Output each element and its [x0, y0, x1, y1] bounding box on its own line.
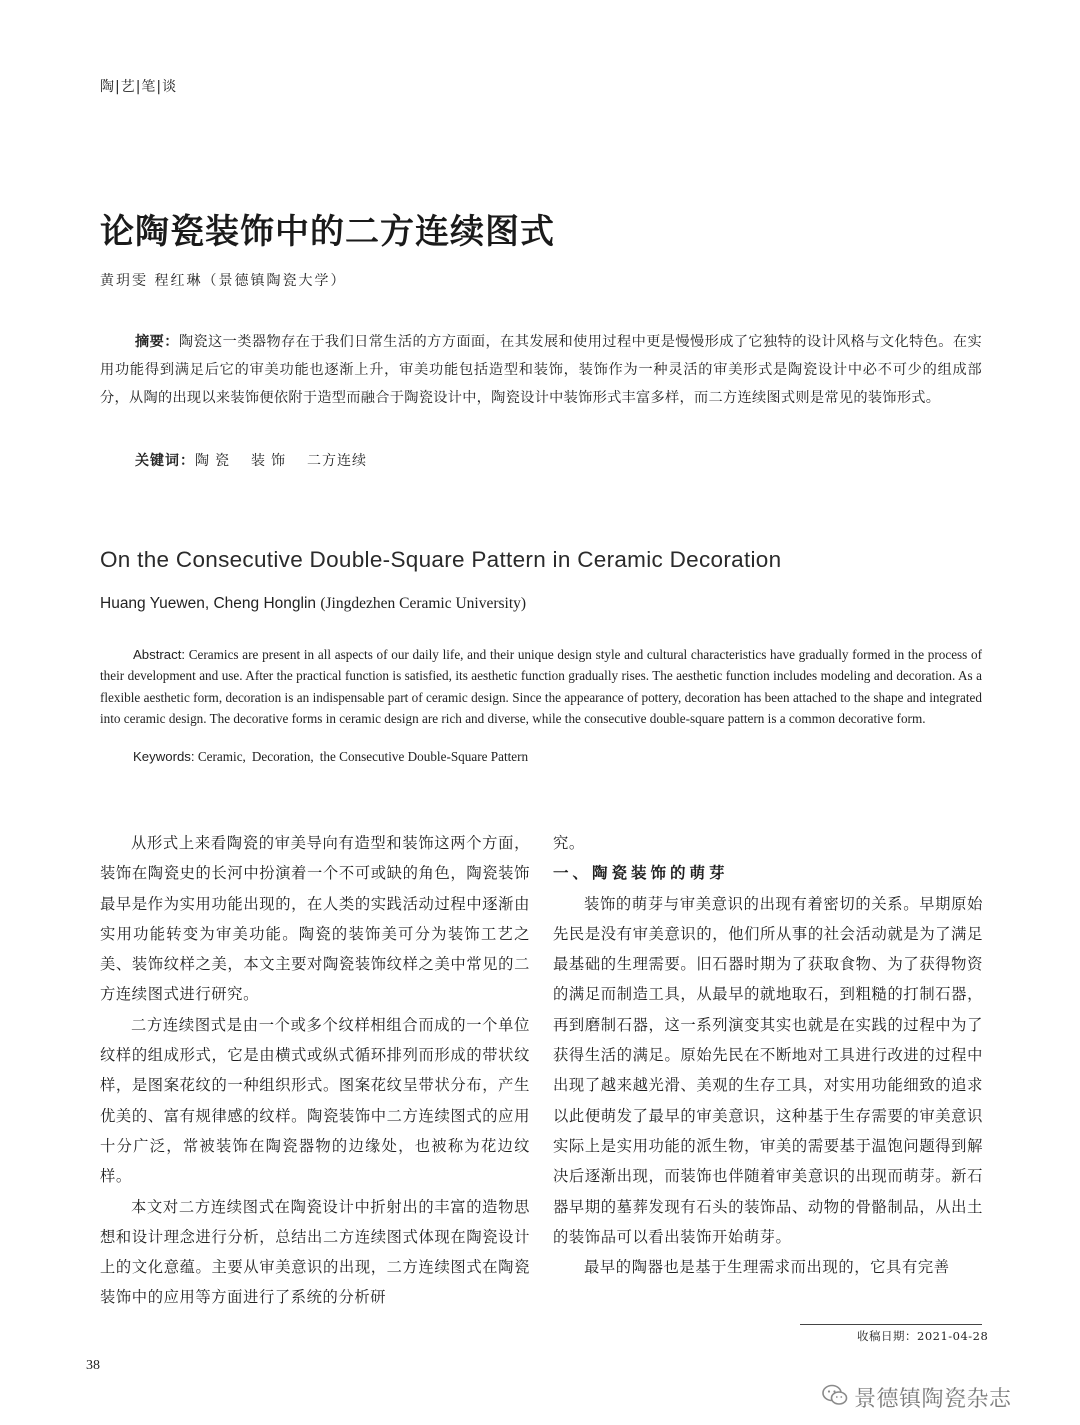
- keyword-en: Ceramic,: [197, 749, 246, 764]
- footnote-rule: [800, 1324, 982, 1325]
- abstract-en-text: Ceramics are present in all aspects of our daily life, and their unique design style and cultural characteristics have gradually formed in the process of their development and use. After the practical function is satisfied, its aesthetic function gradually rises. The aesthetic function includes modeling and decoration. As a flexible aesthetic form, decoration is an indispensable part of ceramic design. Since the appearance of pottery, decoration has been attached to the shape and integrated into ceramic design. The decorative forms in ceramic design are rich and diverse, while the consecutive double-square pattern is a common decorative form.: [100, 647, 983, 727]
- received-date: 收稿日期：2021-04-28: [857, 1329, 989, 1343]
- body-paragraph: 二方连续图式是由一个或多个纹样相组合而成的一个单位纹样的组成形式，它是由横式或纵式循环排列而形成的带状纹样，是图案花纹的一种组织形式。图案花纹呈带状分布，产生优美的、富有规律感的纹样。陶瓷装饰中二方连续图式的应用十分广泛，常被装饰在陶瓷器物的边缘处，也被称为花边纹样。: [100, 1015, 530, 1186]
- watermark: [822, 1382, 1012, 1413]
- abstract-cn: [100, 328, 982, 412]
- keyword-cn: 装饰: [251, 453, 291, 469]
- keywords-en-label: Keywords:: [133, 749, 195, 764]
- body-paragraph: 最早的陶器也是基于生理需求而出现的，它具有完善: [584, 1258, 950, 1277]
- body-paragraph: 从形式上来看陶瓷的审美导向有造型和装饰这两个方面，装饰在陶瓷史的长河中扮演着一个不可或缺的角色，陶瓷装饰最早是作为实用功能出现的，在人类的实践活动过程中逐渐由实用功能转变为审美功能。陶瓷的装饰美可分为装饰工艺之美、装饰纹样之美，本文主要对陶瓷装饰纹样之美中常见的二方连续图式进行研究。: [100, 834, 530, 1004]
- body-column-left: [100, 828, 530, 1313]
- keywords-en: [133, 749, 528, 765]
- keyword-cn: 二方连续: [307, 453, 367, 469]
- abstract-cn-label: 摘要：: [135, 334, 179, 350]
- keywords-cn: [135, 450, 383, 470]
- abstract-en: [100, 644, 982, 730]
- affiliation-en: (Jingdezhen Ceramic University): [320, 595, 527, 612]
- page-number: 38: [86, 1358, 100, 1373]
- author-names-en: Huang Yuewen, Cheng Honglin: [100, 595, 317, 612]
- section-heading: 一、陶瓷装饰的萌芽: [553, 864, 729, 883]
- article-title-en: On the Consecutive Double-Square Pattern in Ceramic Decoration: [100, 547, 782, 572]
- body-paragraph: 本文对二方连续图式在陶瓷设计中折射出的丰富的造物思想和设计理念进行分析，总结出二方连续图式体现在陶瓷设计上的文化意蕴。主要从审美意识的出现，二方连续图式在陶瓷装饰中的应用等方面进行了系统的分析研: [100, 1197, 530, 1307]
- article-title-cn: 论陶瓷装饰中的二方连续图式: [100, 212, 555, 252]
- wechat-icon: [822, 1384, 848, 1412]
- keyword-en: the Consecutive Double-Square Pattern: [319, 749, 529, 764]
- keyword-en: Decoration,: [251, 749, 314, 764]
- body-paragraph: 装饰的萌芽与审美意识的出现有着密切的关系。早期原始先民是没有审美意识的，他们所从事的社会活动就是为了满足最基础的生理需要。旧石器时期为了获取食物、为了获得物资的满足而制造工具，从最早的就地取石，到粗糙的打制石器，再到磨制石器，这一系列演变其实也就是在实践的过程中为了获得生活的满足。原始先民在不断地对工具进行改进的过程中出现了越来越光滑、美观的生存工具，对实用功能细致的追求以此便萌发了最早的审美意识，这种基于生存需要的审美意识实际上是实用功能的派生物，审美的需要基于温饱问题得到解决后逐渐出现，而装饰也伴随着审美意识的出现而萌芽。新石器早期的墓葬发现有石头的装饰品、动物的骨骼制品，从出土的装饰品可以看出装饰开始萌芽。: [553, 894, 983, 1246]
- authors-en: [100, 595, 526, 613]
- body-column-right: [553, 828, 983, 1282]
- abstract-en-label: Abstract:: [133, 647, 186, 662]
- keywords-cn-label: 关键词：: [135, 453, 195, 469]
- authors-cn: 黄玥雯 程红琳（景德镇陶瓷大学）: [100, 273, 347, 289]
- watermark-text: 景德镇陶瓷杂志: [854, 1387, 1012, 1412]
- body-paragraph-continuation: 究。: [553, 834, 585, 852]
- keyword-cn: 陶瓷: [195, 453, 235, 469]
- column-tag: 陶|艺|笔|谈: [100, 79, 178, 95]
- abstract-cn-text: 陶瓷这一类器物存在于我们日常生活的方方面面，在其发展和使用过程中更是慢慢形成了它独特的设计风格与文化特色。在实用功能得到满足后它的审美功能也逐渐上升，审美功能包括造型和装饰，装饰作为一种灵活的审美形式是陶瓷设计中必不可少的组成部分，从陶的出现以来装饰便依附于造型而融合于陶瓷设计中，陶瓷设计中装饰形式丰富多样，而二方连续图式则是常见的装饰形式。: [100, 334, 982, 406]
